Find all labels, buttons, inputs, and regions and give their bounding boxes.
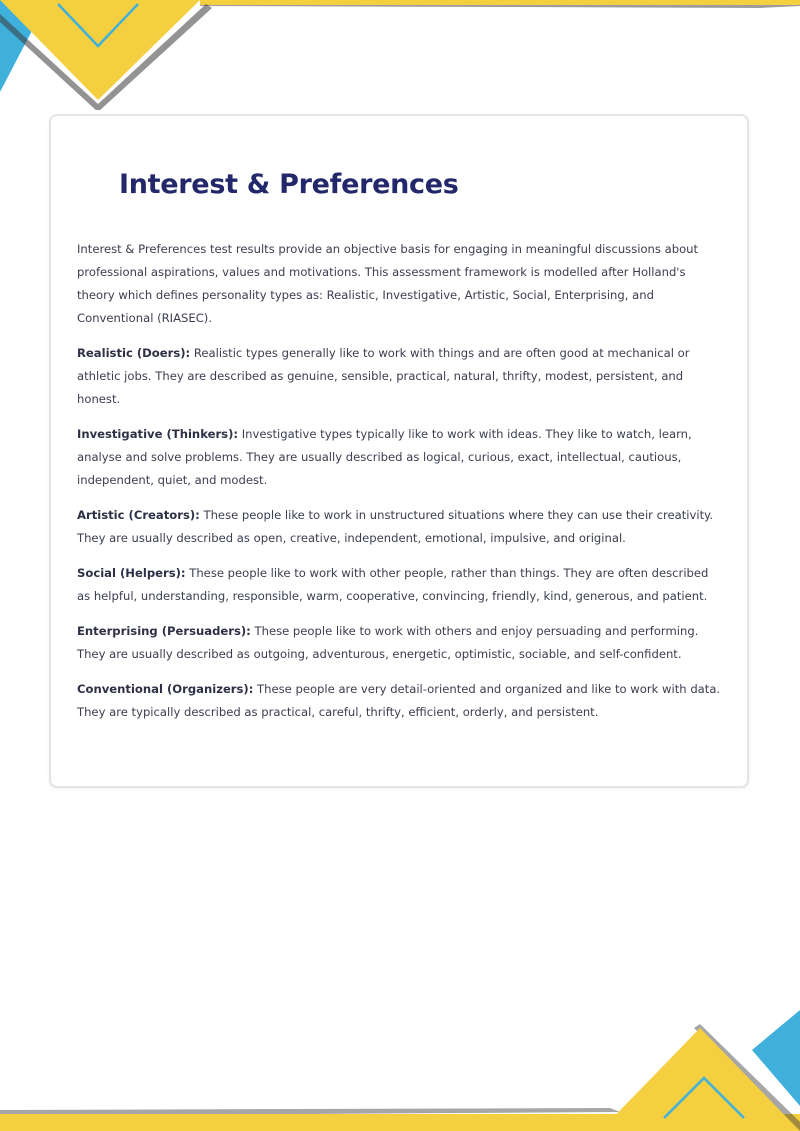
type-heading: Realistic (Doers):: [77, 346, 191, 360]
type-heading: Investigative (Thinkers):: [77, 427, 239, 441]
content-card: [49, 114, 749, 788]
type-enterprising: [77, 620, 725, 666]
page-title: Interest & Preferences: [119, 169, 459, 200]
intro-paragraph: Interest & Preferences test results provide an objective basis for engaging in meaningful discussions about professional aspirations, values and motivations. This assessment framework is modelled after Holland's theory which defines personality types as: Realistic, Investigative, Artistic, Social, Enterprising, and Conventional (RIASEC).: [77, 242, 699, 325]
type-social: [77, 562, 725, 608]
type-description: These people like to work with others and enjoy persuading and performing. They are usually described as outgoing, adventurous, energetic, optimistic, sociable, and self-confident.: [77, 624, 699, 661]
type-description: These people are very detail-oriented and organized and like to work with data. They are typically described as practical, careful, thrifty, efficient, orderly, and persistent.: [77, 682, 721, 719]
type-artistic: [77, 504, 725, 550]
type-heading: Conventional (Organizers):: [77, 682, 254, 696]
bottom-corner-decoration: [0, 1010, 800, 1131]
type-heading: Social (Helpers):: [77, 566, 186, 580]
type-description: Realistic types generally like to work with things and are often good at mechanical or athletic jobs. They are described as genuine, sensible, practical, natural, thrifty, modest, persistent, and honest.: [77, 346, 690, 406]
type-description: These people like to work with other people, rather than things. They are often described as helpful, understanding, responsible, warm, cooperative, convincing, friendly, kind, generous, and patient.: [77, 566, 709, 603]
type-heading: Artistic (Creators):: [77, 508, 200, 522]
type-description: These people like to work in unstructured situations where they can use their creativity. They are usually described as open, creative, independent, emotional, impulsive, and original.: [77, 508, 714, 545]
type-conventional: [77, 678, 725, 724]
type-realistic: [77, 342, 725, 411]
type-description: Investigative types typically like to work with ideas. They like to watch, learn, analyse and solve problems. They are usually described as logical, curious, exact, intellectual, cautious, independent, quiet, and modest.: [77, 427, 692, 487]
type-investigative: [77, 423, 725, 492]
type-heading: Enterprising (Persuaders):: [77, 624, 251, 638]
top-corner-decoration: [0, 0, 800, 110]
content-body: [77, 238, 725, 736]
